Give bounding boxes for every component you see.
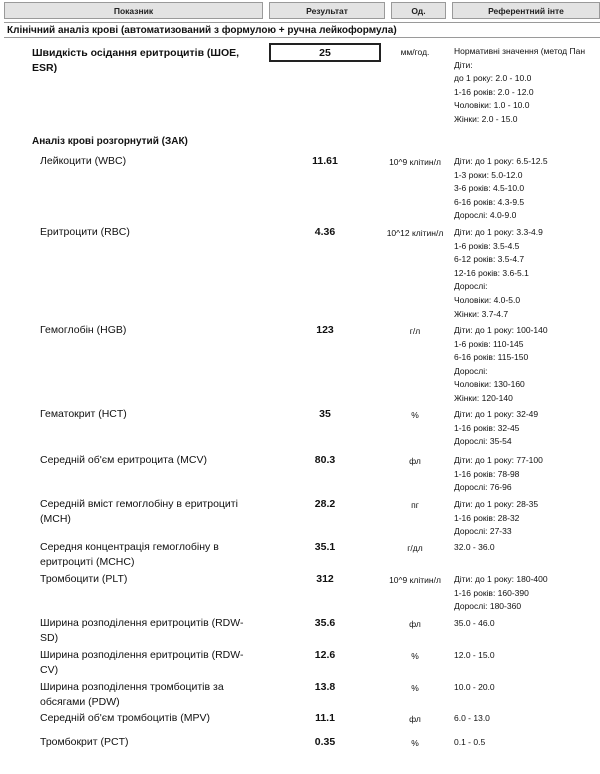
esr-value: 25 [269,43,381,62]
row-unit: фл [409,714,421,724]
row-name: Ширина розподілення тромбоцитів за обсягами (PDW) [40,681,224,708]
row-unit: 10^9 клітин/л [389,157,441,167]
ref-line: Діти: до 1 року: 32-49 [454,409,539,419]
ref-line: 6-16 років: 115-150 [454,352,529,363]
row-value: 312 [316,573,334,585]
ref-line: Дорослі: 180-360 [454,601,522,612]
esr-name: Швидкість осідання еритроцитів (ШОЕ, ESR) [32,47,240,74]
row-name: Гематокрит (HCT) [40,408,127,420]
ref-line: 6-12 років: 3.5-4.7 [454,254,525,265]
ref-line: 1-16 років: 2.0 - 12.0 [454,86,534,97]
row-reference [454,498,600,539]
ref-line: Чоловіки: 130-160 [454,379,525,390]
row-value: 80.3 [314,454,336,466]
ref-line: Жінки: 3.7-4.7 [454,308,509,319]
ref-line: 1-16 років: 160-390 [454,587,529,598]
ref-line: 1-16 років: 32-45 [454,422,520,433]
row-reference [454,736,600,750]
row-name: Середній об'єм тромбоцитів (MPV) [40,712,210,724]
ref-line: 12.0 - 15.0 [454,650,495,660]
row-reference [454,324,600,406]
row-reference [454,155,600,223]
ref-line: Діти: до 1 року: 28-35 [454,499,539,509]
ref-line: Діти: до 1 року: 100-140 [454,325,548,335]
row-reference [454,408,600,449]
row-value: 11.61 [312,155,338,167]
ref-line: 35.0 - 46.0 [454,618,495,628]
row-value: 4.36 [314,226,336,238]
row-unit: пг [411,500,419,510]
ref-line: 3-6 років: 4.5-10.0 [454,183,525,194]
row-value: 0.35 [314,736,336,748]
row-reference [454,649,600,663]
ref-line: Діти: до 1 року: 6.5-12.5 [454,156,548,166]
row-unit: 10^9 клітин/л [389,575,441,585]
ref-line: Дорослі: 35-54 [454,436,512,447]
ref-line: Дорослі: 76-96 [454,482,512,493]
header-reference: Референтний інте [452,2,600,19]
row-reference [454,226,600,321]
esr-unit: мм/год. [400,47,430,57]
row-name: Еритроцити (RBC) [40,226,130,238]
ref-line: Жінки: 120-140 [454,392,513,403]
row-reference [454,454,600,495]
ref-line: 1-16 років: 78-98 [454,468,520,479]
row-unit: фл [409,456,421,466]
ref-line: 1-16 років: 28-32 [454,512,520,523]
row-value: 13.8 [314,681,336,693]
row-value: 35.6 [314,617,336,629]
row-name: Лейкоцити (WBC) [40,155,127,167]
ref-line: Діти: до 1 року: 180-400 [454,574,548,584]
row-name: Тромбокрит (PCT) [40,736,129,748]
row-reference [454,573,600,614]
row-name: Середня концентрація гемоглобіну в еритроциті (MCHC) [40,541,219,568]
header-indicator: Показник [4,2,263,19]
row-name: Тромбоцити (PLT) [40,573,128,585]
row-reference [454,681,600,695]
row-reference [454,541,600,555]
ref-line: Жінки: 2.0 - 15.0 [454,113,518,124]
ref-line: Дорослі: [454,365,488,376]
ref-line: 12-16 років: 3.6-5.1 [454,267,529,278]
section-title: Клінічний аналіз крові (автоматизований з формулою + ручна лейкоформула) [4,22,600,38]
ref-line: 32.0 - 36.0 [454,542,495,552]
row-name: Середній об'єм еритроцита (MCV) [40,454,207,466]
ref-line: 6-16 років: 4.3-9.5 [454,196,525,207]
ref-line: 0.1 - 0.5 [454,737,486,747]
ref-line: 1-6 років: 3.5-4.5 [454,240,520,251]
ref-line: 6.0 - 13.0 [454,713,490,723]
row-reference [454,712,600,726]
row-unit: % [411,410,419,420]
row-value: 35.1 [314,541,336,553]
row-name: Ширина розподілення еритроцитів (RDW-CV) [40,649,244,676]
ref-line: Діти: до 1 року: 77-100 [454,455,543,465]
ref-line: Нормативні значення (метод Пан [454,46,586,56]
row-value: 11.1 [315,712,335,724]
esr-reference [454,45,600,127]
ref-line: Чоловіки: 1.0 - 10.0 [454,100,530,111]
ref-line: 1-3 роки: 5.0-12.0 [454,169,523,180]
row-unit: % [411,651,419,661]
row-unit: % [411,738,419,748]
ref-line: Дорослі: 4.0-9.0 [454,210,517,221]
row-unit: 10^12 клітин/л [386,228,444,238]
row-unit: г/дл [407,543,423,553]
row-reference [454,617,600,631]
subsection-title: Аналіз крові розгорнутий (ЗАК) [32,136,188,147]
row-value: 35 [319,408,331,420]
row-name: Середній вміст гемоглобіну в еритроциті (MCH) [40,498,238,525]
row-value: 28.2 [314,498,336,510]
ref-line: 10.0 - 20.0 [454,682,495,692]
ref-line: до 1 року: 2.0 - 10.0 [454,73,532,84]
row-name: Гемоглобін (HGB) [40,324,127,336]
row-unit: г/л [409,326,421,336]
ref-line: 1-6 років: 110-145 [454,338,524,349]
row-value: 12.6 [314,649,336,661]
header-result: Результат [269,2,385,19]
row-name: Ширина розподілення еритроцитів (RDW-SD) [40,617,244,644]
ref-line: Діти: [454,59,473,70]
ref-line: Діти: до 1 року: 3.3-4.9 [454,227,543,237]
header-unit: Од. [391,2,446,19]
ref-line: Дорослі: [454,281,488,292]
row-unit: % [411,683,419,693]
ref-line: Дорослі: 27-33 [454,526,512,537]
ref-line: Чоловіки: 4.0-5.0 [454,294,521,305]
row-value: 123 [316,324,334,336]
row-unit: фл [409,619,421,629]
